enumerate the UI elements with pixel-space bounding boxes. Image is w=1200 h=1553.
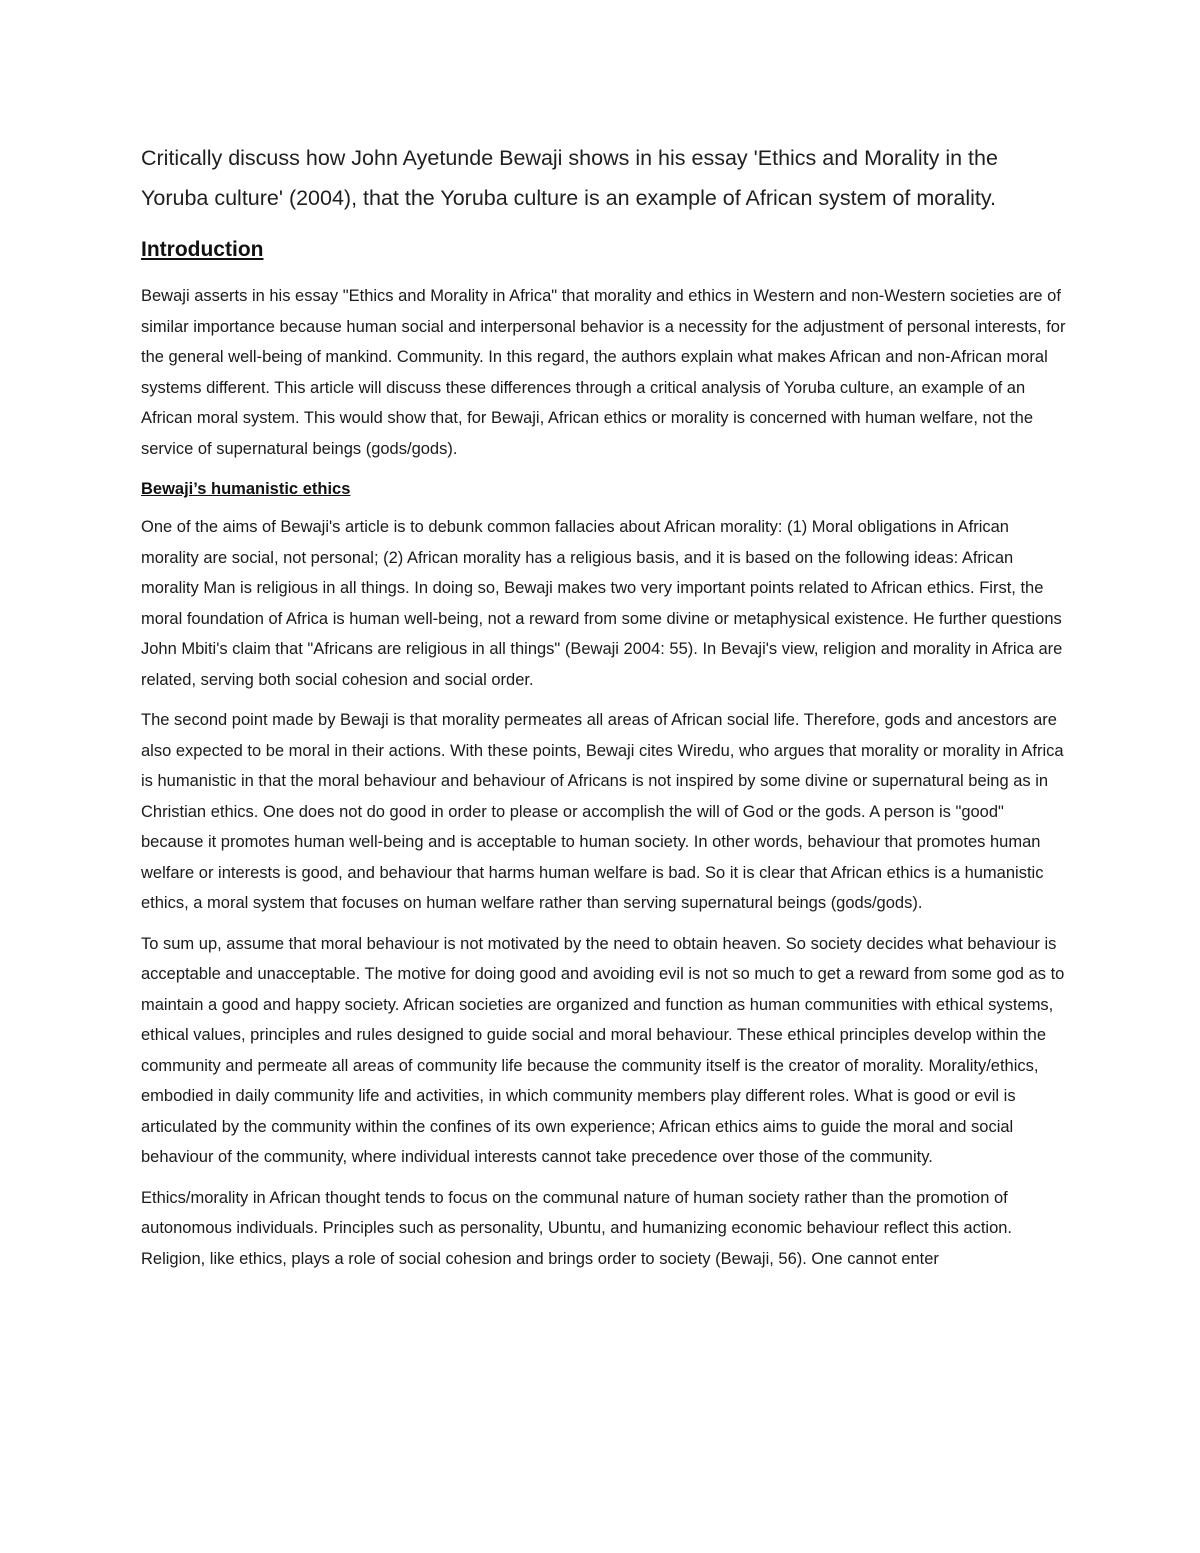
humanistic-paragraph-3: To sum up, assume that moral behaviour is not motivated by the need to obtain heaven. So society decides what behaviour is acceptable and unacceptable. The motive for doing good and avoiding evil is not so much to get a reward from some god as to maintain a good and happy society. African societies are organized and function as human communities with ethical systems, ethical values, principles and rules designed to guide social and moral behaviour. These ethical principles develop within the community and permeate all areas of community life because the community itself is the creator of morality. Morality/ethics, embodied in daily community life and activities, in which community members play different roles. What is good or evil is articulated by the community within the confines of its own experience; African ethics aims to guide the moral and social behaviour of the community, where individual interests cannot take precedence over those of the community. [141,934,1065,1166]
humanistic-paragraph-1: One of the aims of Bewaji's article is to debunk common fallacies about African morality: (1) Moral obligations in African morality are social, not personal; (2) African morality has a religious basis, and it is based on the following ideas: African morality Man is religious in all things. In doing so, Bewaji makes two very important points related to African ethics. First, the moral foundation of Africa is human well-being, not a reward from some divine or metaphysical existence. He further questions John Mbiti's claim that "Africans are religious in all things" (Bewaji 2004: 55). In Bevaji's view, religion and morality in Africa are related, serving both social cohesion and social order. [141,518,1063,689]
humanistic-paragraph-4: Ethics/morality in African thought tends to focus on the communal nature of human society rather than the promotion of autonomous individuals. Principles such as personality, Ubuntu, and humanizing economic behaviour reflect this action. Religion, like ethics, plays a role of social cohesion and brings order to society (Bewaji, 56). One cannot enter [141,1188,1013,1268]
document-page [141,138,1066,1284]
introduction-heading: Introduction [141,238,264,261]
document-title: Critically discuss how John Ayetunde Bewaji shows in his essay 'Ethics and Morality in the Yoruba culture' (2004), that the Yoruba culture is an example of African system of morality. [141,146,998,210]
humanistic-ethics-heading: Bewaji’s humanistic ethics [141,480,351,498]
humanistic-paragraph-2: The second point made by Bewaji is that morality permeates all areas of African social life. Therefore, gods and ancestors are also expected to be moral in their actions. With these points, Bewaji cites Wiredu, who argues that morality or morality in Africa is humanistic in that the moral behaviour and behaviour of Africans is not inspired by some divine or supernatural being as in Christian ethics. One does not do good in order to please or accomplish the will of God or the gods. A person is "good" because it promotes human well-being and is acceptable to human society. In other words, behaviour that promotes human welfare or interests is good, and behaviour that harms human welfare is bad. So it is clear that African ethics is a humanistic ethics, a moral system that focuses on human welfare rather than serving supernatural beings (gods/gods). [141,711,1064,912]
intro-paragraph: Bewaji asserts in his essay "Ethics and Morality in Africa" that morality and ethics in Western and non-Western societies are of similar importance because human social and interpersonal behavior is a necessity for the adjustment of personal interests, for the general well-being of mankind. Community. In this regard, the authors explain what makes African and non-African moral systems different. This article will discuss these differences through a critical analysis of Yoruba culture, an example of an African moral system. This would show that, for Bewaji, African ethics or morality is concerned with human welfare, not the service of supernatural beings (gods/gods). [141,287,1066,458]
